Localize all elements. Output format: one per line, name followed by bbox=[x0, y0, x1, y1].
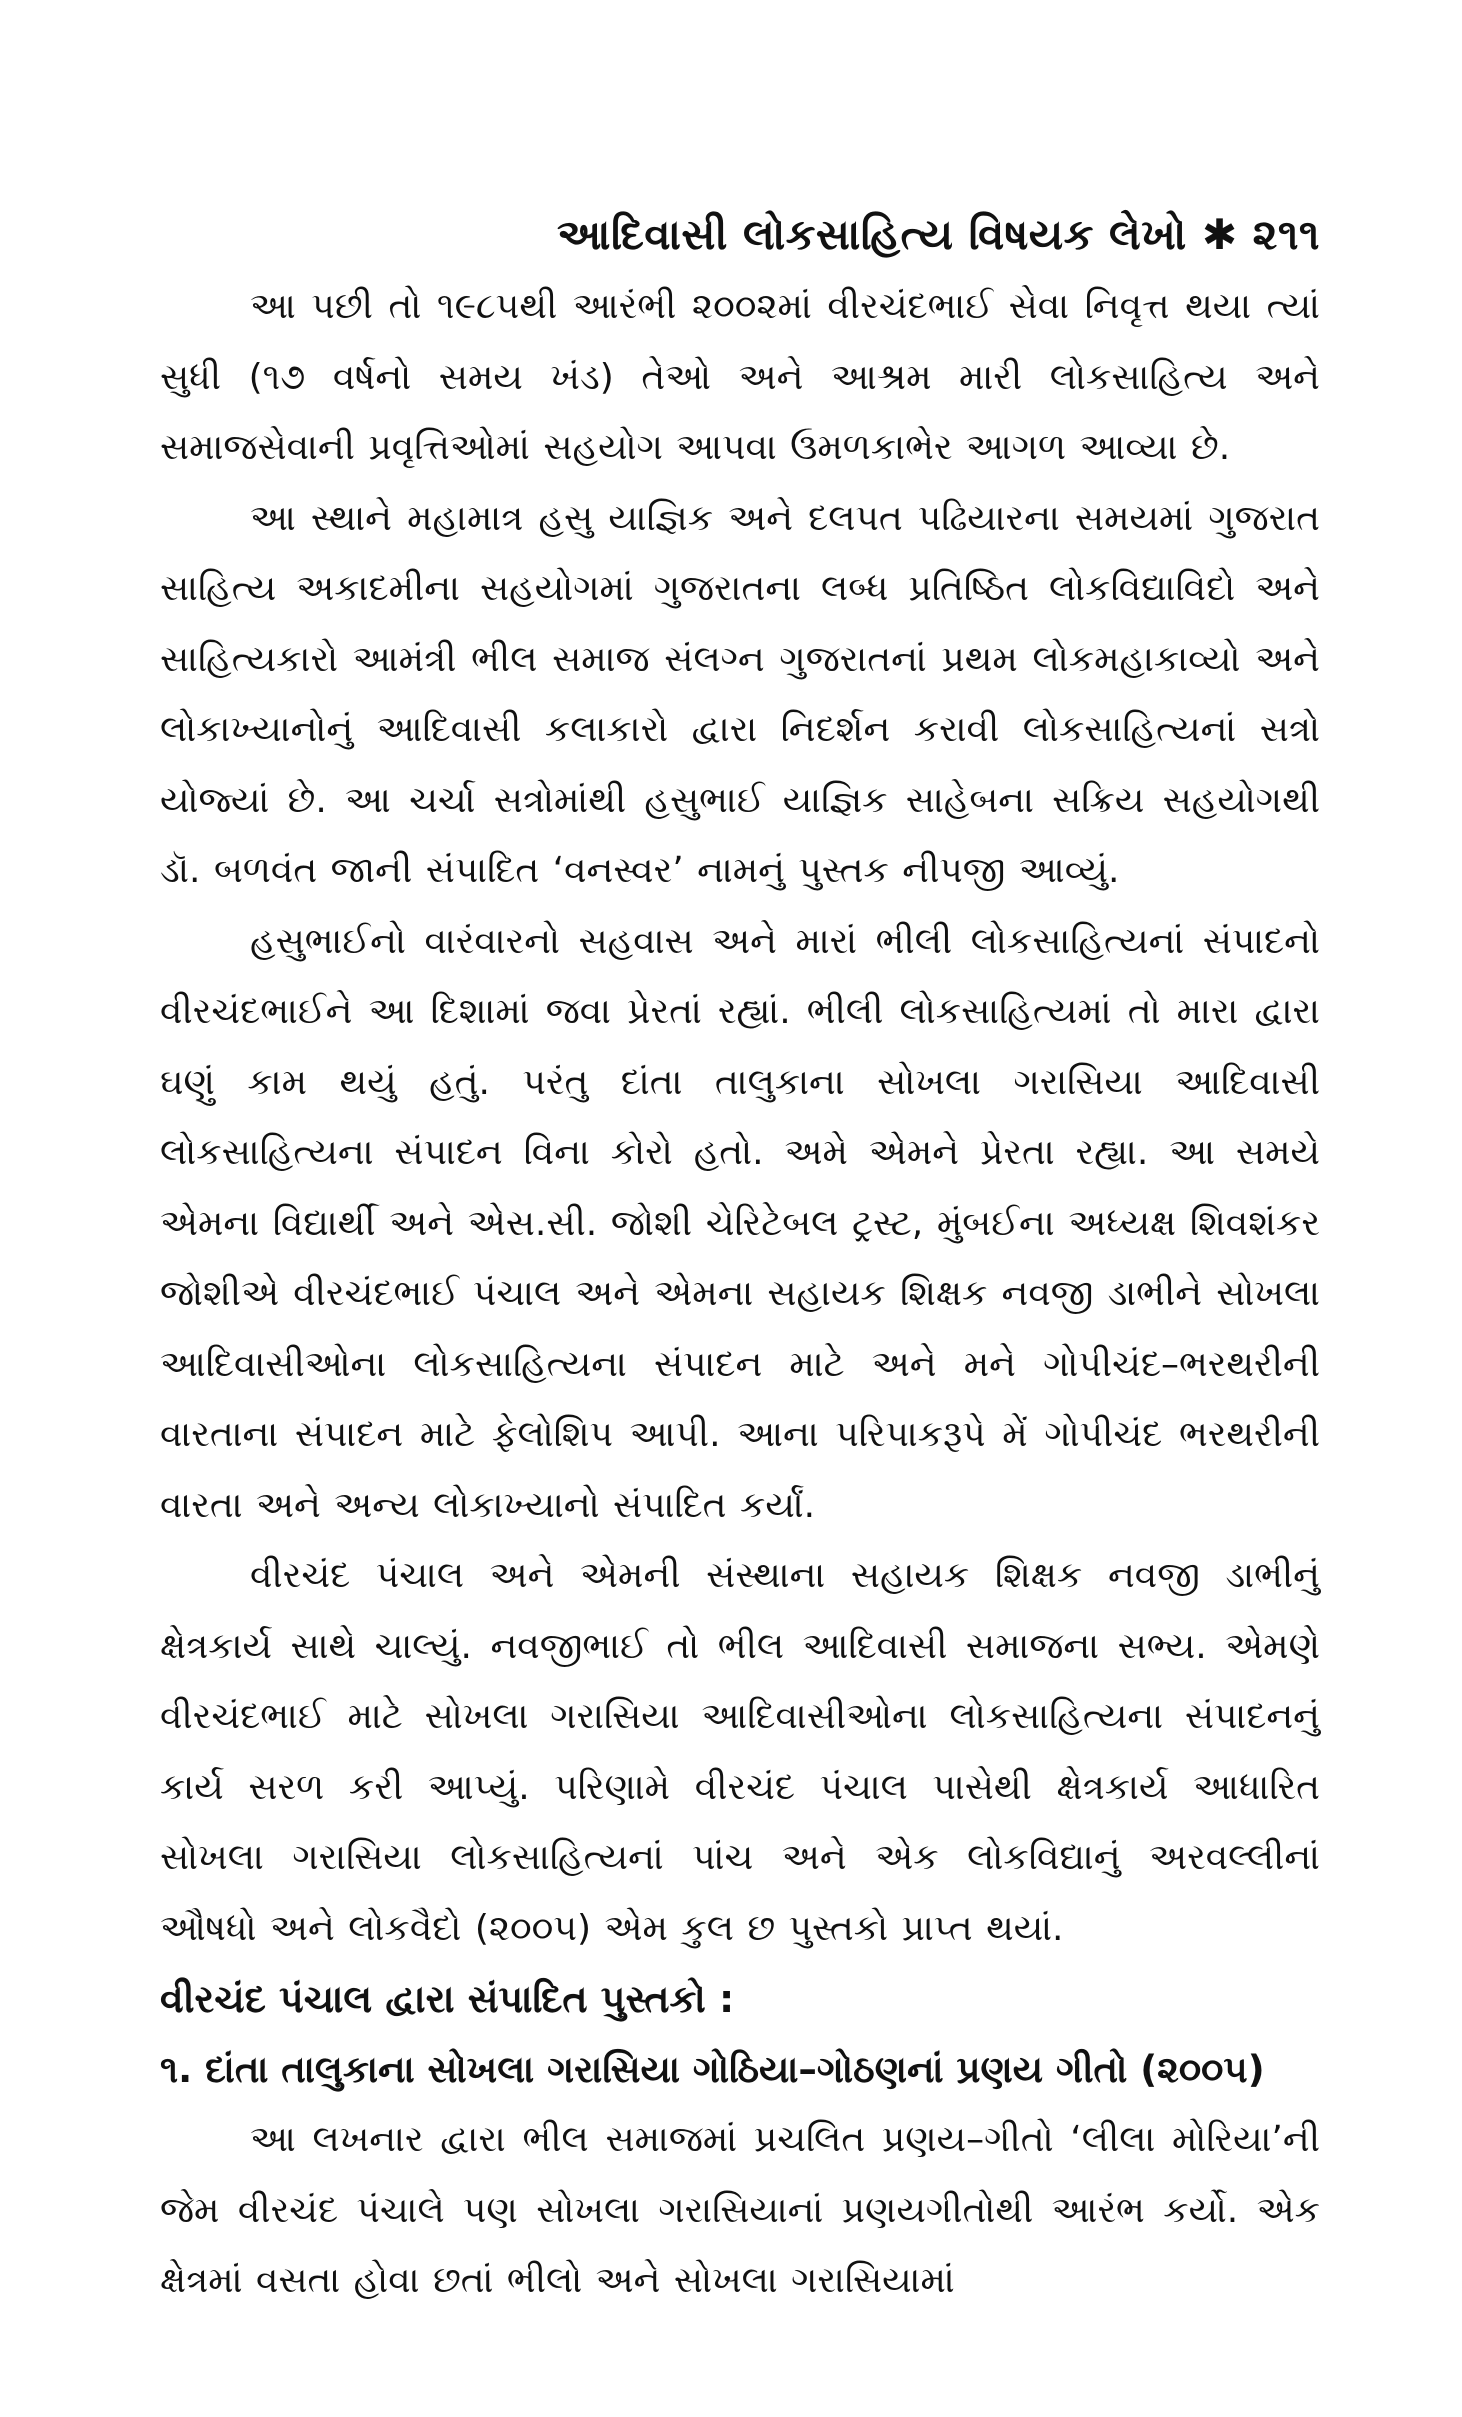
paragraph-5: આ લખનાર દ્વારા ભીલ સમાજમાં પ્રચલિત પ્રણય–ગીતો ‘લીલા મોરિયા’ની જેમ વીરચંદ પંચાલે પણ સોખલા ગરાસિયાનાં પ્રણયગીતોથી આરંભ કર્યો. એક ક્ષેત્રમાં વસતા હોવા છતાં ભીલો અને સોખલા ગરાસિયામાં bbox=[160, 2119, 1320, 2301]
running-head: આદિવાસી લોકસાહિત્ય વિષયક લેખો ✱ ૨૧૧ bbox=[557, 210, 1320, 259]
paragraph-4: વીરચંદ પંચાલ અને એમની સંસ્થાના સહાયક શિક્ષક નવજી ડાભીનું ક્ષેત્રકાર્ય સાથે ચાલ્યું. નવજીભાઈ તો ભીલ આદિવાસી સમાજના સભ્ય. એમણે વીરચંદભાઈ માટે સોખલા ગરાસિયા આદિવાસીઓના લોકસાહિત્યના સંપાદનનું કાર્ય સરળ કરી આપ્યું. પરિણામે વીરચંદ પંચાલ પાસેથી ક્ષેત્રકાર્ય આધારિત સોખલા ગરાસિયા લોકસાહિત્યનાં પાંચ અને એક લોકવિદ્યાનું અરવલ્લીનાં ઔષધો અને લોકવૈદો (૨૦૦૫) એમ કુલ છ પુસ્તકો પ્રાપ્ત થયાં. bbox=[160, 1555, 1320, 1949]
paragraph-1: આ પછી તો ૧૯૮૫થી આરંભી ૨૦૦૨માં વીરચંદભાઈ સેવા નિવૃત્ત થયા ત્યાં સુધી (૧૭ વર્ષનો સમય ખંડ) તેઓ અને આશ્રમ મારી લોકસાહિત્ય અને સમાજસેવાની પ્રવૃત્તિઓમાં સહયોગ આપવા ઉમળકાભેર આગળ આવ્યા છે. bbox=[160, 286, 1320, 468]
section-heading: વીરચંદ પંચાલ દ્વારા સંપાદિત પુસ્તકો : bbox=[160, 1977, 735, 2021]
book-page bbox=[160, 200, 1320, 2317]
paragraph-2: આ સ્થાને મહામાત્ર હસુ યાજ્ઞિક અને દલપત પઢિયારના સમયમાં ગુજરાત સાહિત્ય અકાદમીના સહયોગમાં ગુજરાતના લબ્ધ પ્રતિષ્ઠિત લોકવિદ્યાવિદો અને સાહિત્યકારો આમંત્રી ભીલ સમાજ સંલગ્ન ગુજરાતનાં પ્રથમ લોકમહાકાવ્યો અને લોકાખ્યાનોનું આદિવાસી કલાકારો દ્વારા નિદર્શન કરાવી લોકસાહિત્યનાં સત્રો યોજ્યાં છે. આ ચર્ચા સત્રોમાંથી હસુભાઈ યાજ્ઞિક સાહેબના સક્રિય સહયોગથી ડૉ. બળવંત જાની સંપાદિત ‘વનસ્વર’ નામનું પુસ્તક નીપજી આવ્યું. bbox=[160, 497, 1320, 891]
paragraph-3: હસુભાઈનો વારંવારનો સહવાસ અને મારાં ભીલી લોકસાહિત્યનાં સંપાદનો વીરચંદભાઈને આ દિશામાં જવા પ્રેરતાં રહ્યાં. ભીલી લોકસાહિત્યમાં તો મારા દ્વારા ઘણું કામ થયું હતું. પરંતુ દાંતા તાલુકાના સોખલા ગરાસિયા આદિવાસી લોકસાહિત્યના સંપાદન વિના કોરો હતો. અમે એમને પ્રેરતા રહ્યા. આ સમયે એમના વિદ્યાર્થી અને એસ.સી. જોશી ચેરિટેબલ ટ્રસ્ટ, મુંબઈના અધ્યક્ષ શિવશંકર જોશીએ વીરચંદભાઈ પંચાલ અને એમના સહાયક શિક્ષક નવજી ડાભીને સોખલા આદિવાસીઓના લોકસાહિત્યના સંપાદન માટે અને મને ગોપીચંદ–ભરથરીની વારતાના સંપાદન માટે ફેલોશિપ આપી. આના પરિપાકરૂપે મેં ગોપીચંદ ભરથરીની વારતા અને અન્ય લોકાખ્યાનો સંપાદિત કર્યાં. bbox=[160, 920, 1320, 1526]
book-subheading: ૧. દાંતા તાલુકાના સોખલા ગરાસિયા ગોઠિયા–ગોઠણનાં પ્રણય ગીતો (૨૦૦૫) bbox=[160, 2047, 1265, 2091]
